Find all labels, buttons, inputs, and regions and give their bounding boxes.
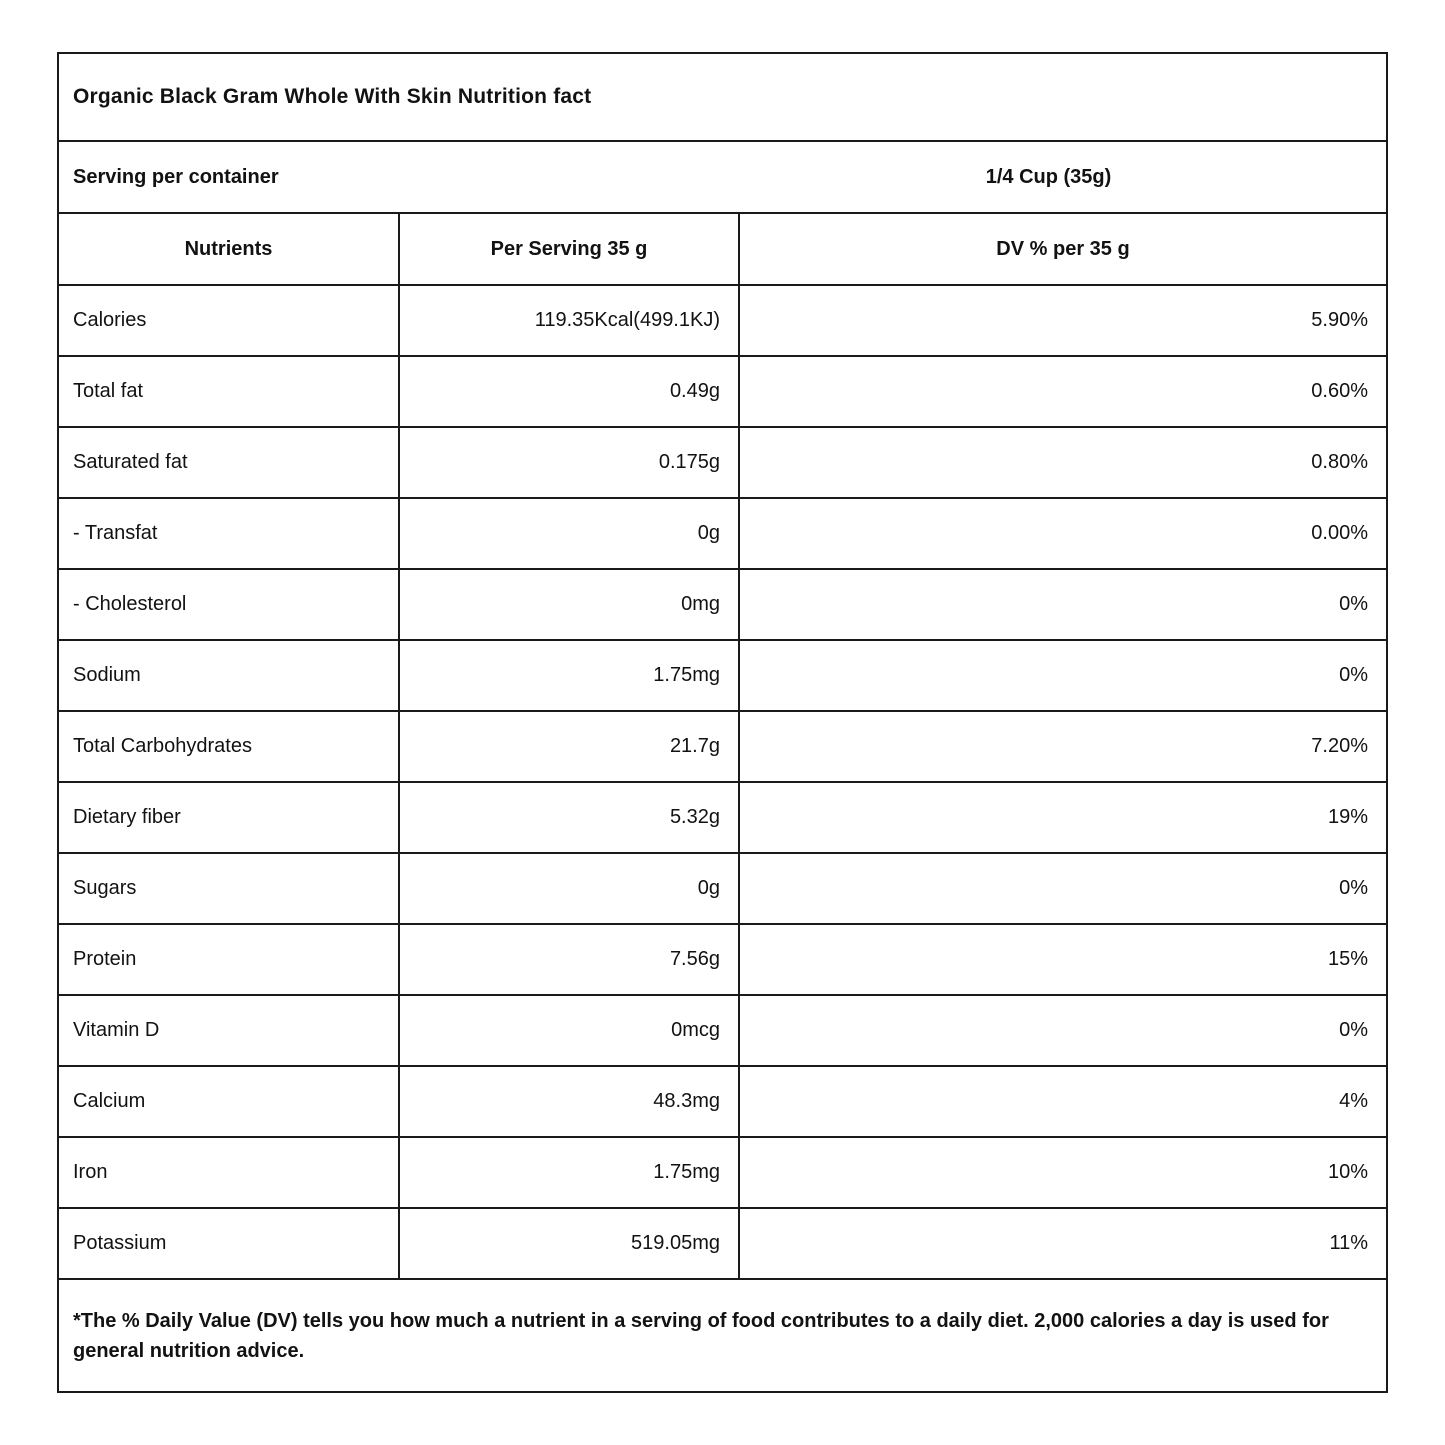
cell-nutrient: Dietary fiber (59, 782, 399, 853)
page-title: Organic Black Gram Whole With Skin Nutrition fact (73, 85, 592, 108)
cell-per-serving: 0.49g (399, 356, 739, 427)
table-header-row (59, 214, 1386, 285)
cell-nutrient: Saturated fat (59, 427, 399, 498)
cell-per-serving: 1.75mg (399, 1137, 739, 1208)
cell-dv: 4% (739, 1066, 1386, 1137)
cell-per-serving: 0.175g (399, 427, 739, 498)
cell-dv: 10% (739, 1137, 1386, 1208)
cell-nutrient: Total fat (59, 356, 399, 427)
cell-dv: 0% (739, 569, 1386, 640)
cell-nutrient: Sodium (59, 640, 399, 711)
column-header-nutrients: Nutrients (59, 214, 399, 285)
cell-per-serving: 48.3mg (399, 1066, 739, 1137)
table-row (59, 356, 1386, 427)
table-row (59, 995, 1386, 1066)
cell-per-serving: 0mg (399, 569, 739, 640)
table-row (59, 498, 1386, 569)
title-row (59, 54, 1386, 142)
serving-per-container-label: Serving per container (73, 165, 279, 188)
cell-dv: 15% (739, 924, 1386, 995)
cell-nutrient: Iron (59, 1137, 399, 1208)
cell-dv: 0% (739, 853, 1386, 924)
cell-nutrient: Potassium (59, 1208, 399, 1279)
cell-nutrient: Vitamin D (59, 995, 399, 1066)
table-row (59, 1208, 1386, 1279)
cell-dv: 0.60% (739, 356, 1386, 427)
cell-nutrient: Calcium (59, 1066, 399, 1137)
cell-nutrient: - Cholesterol (59, 569, 399, 640)
column-header-dv: DV % per 35 g (739, 214, 1386, 285)
table-row (59, 924, 1386, 995)
cell-dv: 0% (739, 640, 1386, 711)
table-row (59, 640, 1386, 711)
table-row (59, 285, 1386, 356)
cell-per-serving: 0mcg (399, 995, 739, 1066)
cell-per-serving: 519.05mg (399, 1208, 739, 1279)
daily-value-footnote: *The % Daily Value (DV) tells you how much a nutrient in a serving of food contributes to a daily diet. 2,000 calories a day is used for general nutrition advice. (73, 1310, 1329, 1362)
table-row (59, 1137, 1386, 1208)
serving-row (59, 142, 1386, 214)
cell-dv: 19% (739, 782, 1386, 853)
cell-per-serving: 7.56g (399, 924, 739, 995)
cell-dv: 11% (739, 1208, 1386, 1279)
nutrition-facts-panel (57, 52, 1388, 1393)
cell-dv: 0% (739, 995, 1386, 1066)
cell-dv: 0.00% (739, 498, 1386, 569)
serving-per-container-value: 1/4 Cup (35g) (985, 165, 1112, 188)
table-row (59, 853, 1386, 924)
cell-per-serving: 0g (399, 498, 739, 569)
cell-dv: 7.20% (739, 711, 1386, 782)
cell-per-serving: 119.35Kcal(499.1KJ) (399, 285, 739, 356)
cell-dv: 5.90% (739, 285, 1386, 356)
table-row (59, 427, 1386, 498)
table-row (59, 569, 1386, 640)
cell-nutrient: - Transfat (59, 498, 399, 569)
cell-per-serving: 5.32g (399, 782, 739, 853)
table-row (59, 711, 1386, 782)
nutrition-table (59, 214, 1386, 1280)
table-row (59, 1066, 1386, 1137)
cell-nutrient: Total Carbohydrates (59, 711, 399, 782)
cell-per-serving: 0g (399, 853, 739, 924)
cell-nutrient: Protein (59, 924, 399, 995)
cell-nutrient: Sugars (59, 853, 399, 924)
cell-per-serving: 21.7g (399, 711, 739, 782)
cell-dv: 0.80% (739, 427, 1386, 498)
cell-nutrient: Calories (59, 285, 399, 356)
column-header-per-serving: Per Serving 35 g (399, 214, 739, 285)
table-row (59, 782, 1386, 853)
cell-per-serving: 1.75mg (399, 640, 739, 711)
table-body (59, 285, 1386, 1279)
